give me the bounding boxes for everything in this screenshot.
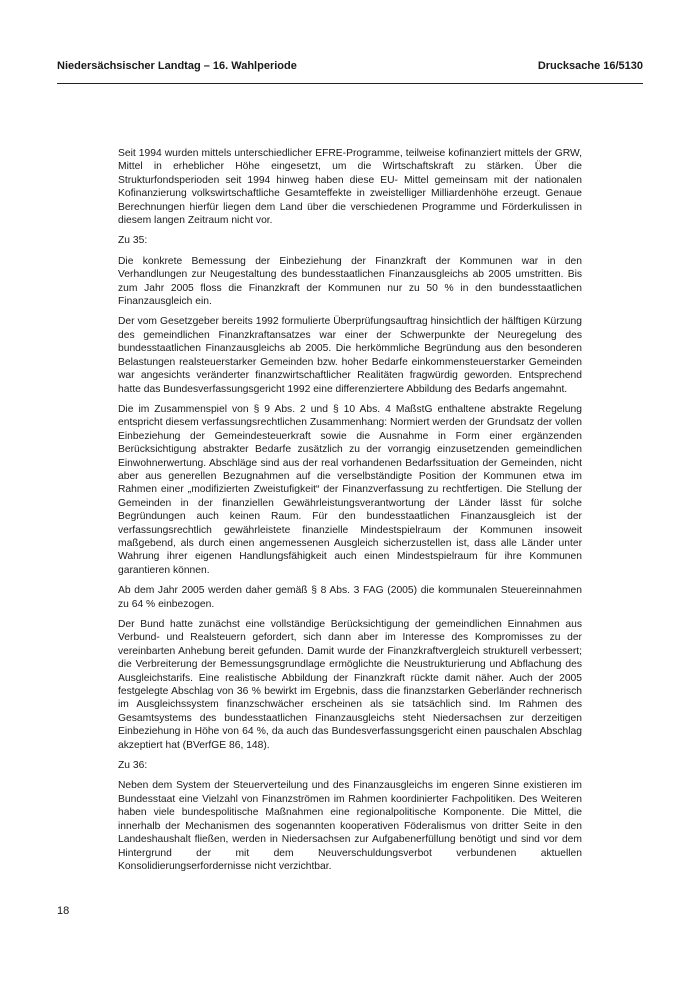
page-number: 18 bbox=[57, 905, 70, 917]
header-document-number: Drucksache 16/5130 bbox=[537, 60, 643, 72]
paragraph-fag: Ab dem Jahr 2005 werden daher gemäß § 8 Abs. 3 FAG (2005) die kommunalen Steuereinnahmen zu 64 % einbezogen. bbox=[118, 585, 582, 610]
heading-zu-35: Zu 35: bbox=[118, 235, 148, 247]
heading-zu-36: Zu 36: bbox=[118, 760, 148, 772]
paragraph-massstg: Die im Zusammenspiel von § 9 Abs. 2 und § 10 Abs. 4 MaßstG enthaltene abstrakte Regelung entspricht diesem verfassungsrechtlichen Zusammenhang: Normiert werden der Grundsatz der vollen Einbeziehung der Gemeindesteuerkraft sowie die Ausnahme in Form einer ergänzenden Berücksichtigung abstrakter Bedarfe zusätzlich zu der vorrangig einzusetzenden gemeindlichen Einwohnerwertung. Abschläge sind aus der real vorhandenen Bedarfssituation der Gemeinden, nicht aber aus generellen Bezugnahmen auf die verselbständigte Position der Kommunen etwa im Rahmen einer „modifizierten Zweistufigkeit“ der Finanzverfassung zu rechtfertigen. Die Stellung der Gemeinden in der finanziellen Gewährleistungsverantwortung der Länder lässt für solche Begründungen auch keinen Raum. Für den bundesstaatlichen Finanzausgleich ist der verfassungsrechtlich gewährleistete finanzielle Mindestspielraum der Kommunen insoweit maßgebend, als durch einen angemessenen Ausgleich sicherzustellen ist, dass alle Länder unter Wahrung ihrer eigenen Handlungsfähigkeit auch einen Mindestspielraum für ihre Kommunen garantieren können. bbox=[118, 403, 582, 576]
paragraph-finanzstroeme: Neben dem System der Steuerverteilung und des Finanzausgleichs im engeren Sinne existieren im Bundesstaat eine Vielzahl von Finanzströmen im Rahmen koordinierter Fachpolitiken. Des Weiteren haben viele bundespolitische Maßnahmen eine regionalpolitische Komponente. Die Mittel, die innerhalb der Mechanismen des sogenannten kooperativen Föderalismus von dritter Seite in den Landeshaushalt fließen, werden in Niedersachsen zur Aufgabenerfüllung benötigt und sind vor dem Hintergrund der mit dem Neuverschuldungsverbot verbundenen aktuellen Konsolidierungserfordernisse nicht verzichtbar. bbox=[118, 780, 582, 872]
paragraph-efre: Seit 1994 wurden mittels unterschiedlicher EFRE-Programme, teilweise kofinanziert mittels der GRW, Mittel in erheblicher Höhe eingesetzt, um die Wirtschaftskraft zu stärken. Über die Strukturfondsperioden seit 1994 hinweg haben diese EU- Mittel gemeinsam mit der nationalen Kofinanzierung volkswirtschaftliche Gesamteffekte in zweistelliger Milliardenhöhe erzeugt. Genaue Berechnungen hierfür liegen dem Land über die verschiedenen Programme und Förderkulissen in diesem langen Zeitraum nicht vor. bbox=[118, 148, 582, 227]
paragraph-pruefauftrag: Der vom Gesetzgeber bereits 1992 formulierte Überprüfungsauftrag hinsichtlich der hälftigen Kürzung des gemeindlichen Finanzkraftansatzes war einer der Schwerpunkte der Neuregelung des bundesstaatlichen Finanzausgleichs ab 2005. Die herkömmliche Begründung aus den besonderen Belastungen realsteuerstarker Gemeinden bzw. hoher Bedarfe einkommensteuerstarker Gemeinden war angesichts veränderter finanzwirtschaftlicher Realitäten fragwürdig geworden. Entsprechend hatte das Bundesverfassungsgericht 1992 eine differenziertere Abbildung des Bedarfs angemahnt. bbox=[118, 316, 582, 395]
header-rule bbox=[57, 83, 643, 84]
header-parliament-title: Niedersächsischer Landtag – 16. Wahlperiode bbox=[57, 60, 297, 72]
paragraph-bemessung: Die konkrete Bemessung der Einbeziehung der Finanzkraft der Kommunen war in den Verhandlungen zur Neugestaltung des bundesstaatlichen Finanzausgleichs ab 2005 umstritten. Bis zum Jahr 2005 floss die Finanzkraft der Kommunen nur zu 50 % in den bundesstaatlichen Finanzausgleich ein. bbox=[118, 255, 582, 308]
body-text bbox=[118, 147, 582, 880]
paragraph-bund: Der Bund hatte zunächst eine vollständige Berücksichtigung der gemeindlichen Einnahmen aus Verbund- und Realsteuern gefordert, sich dann aber im Interesse des Kompromisses zu der vereinbarten Anhebung bereit gefunden. Damit wurde der Finanzkraftvergleich strukturell verbessert; die Verbreiterung der Bemessungsgrundlage ermöglichte die Neustrukturierung und Abflachung des Ausgleichstarifs. Eine realistische Abbildung der Finanzkraft rückte damit näher. Auch der 2005 festgelegte Abschlag von 36 % bewirkt im Ergebnis, dass die finanzstarken Geberländer rechnerisch im Ausgleichssystem finanzschwächer erscheinen als sie tatsächlich sind. Im Rahmen des Gesamtsystems des bundesstaatlichen Finanzausgleichs steht Niedersachsen zur derzeitigen Einbeziehung in Höhe von 64 %, da auch das Bundesverfassungsgericht einen pauschalen Abschlag akzeptiert hat (BVerfGE 86, 148). bbox=[118, 619, 582, 751]
page-header bbox=[57, 60, 643, 76]
